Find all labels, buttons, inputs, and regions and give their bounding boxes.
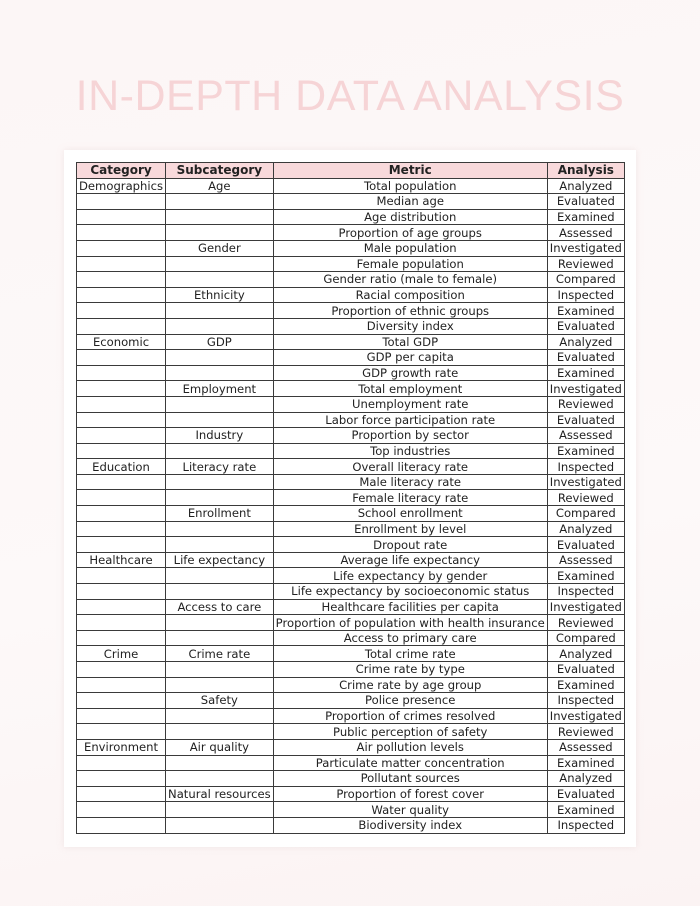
cell-metric: Unemployment rate xyxy=(273,396,547,412)
cell-category xyxy=(77,428,166,444)
cell-analysis: Evaluated xyxy=(547,412,624,428)
cell-subcategory xyxy=(166,771,274,787)
cell-metric: School enrollment xyxy=(273,506,547,522)
table-row xyxy=(77,662,625,678)
cell-metric: Female population xyxy=(273,256,547,272)
table-row xyxy=(77,240,625,256)
cell-category xyxy=(77,786,166,802)
cell-subcategory: Ethnicity xyxy=(166,287,274,303)
table-row xyxy=(77,381,625,397)
cell-metric: Public perception of safety xyxy=(273,724,547,740)
cell-subcategory xyxy=(166,802,274,818)
cell-metric: Enrollment by level xyxy=(273,521,547,537)
cell-metric: Proportion of crimes resolved xyxy=(273,708,547,724)
cell-subcategory xyxy=(166,443,274,459)
cell-analysis: Reviewed xyxy=(547,256,624,272)
cell-subcategory xyxy=(166,194,274,210)
cell-category xyxy=(77,318,166,334)
cell-analysis: Assessed xyxy=(547,225,624,241)
cell-metric: Water quality xyxy=(273,802,547,818)
cell-metric: Total crime rate xyxy=(273,646,547,662)
cell-subcategory: Natural resources xyxy=(166,786,274,802)
cell-subcategory: Age xyxy=(166,178,274,194)
cell-subcategory: Safety xyxy=(166,693,274,709)
table-header-row xyxy=(77,163,625,179)
cell-analysis: Reviewed xyxy=(547,490,624,506)
cell-metric: Air pollution levels xyxy=(273,739,547,755)
cell-category: Education xyxy=(77,459,166,475)
cell-analysis: Investigated xyxy=(547,708,624,724)
cell-subcategory: Air quality xyxy=(166,739,274,755)
cell-metric: Proportion of forest cover xyxy=(273,786,547,802)
table-row xyxy=(77,303,625,319)
cell-analysis: Examined xyxy=(547,209,624,225)
cell-analysis: Analyzed xyxy=(547,521,624,537)
cell-subcategory xyxy=(166,615,274,631)
header-category: Category xyxy=(77,163,166,179)
cell-category xyxy=(77,225,166,241)
table-row xyxy=(77,537,625,553)
cell-category xyxy=(77,771,166,787)
cell-analysis: Examined xyxy=(547,303,624,319)
cell-metric: Male population xyxy=(273,240,547,256)
cell-analysis: Analyzed xyxy=(547,646,624,662)
table-row xyxy=(77,396,625,412)
cell-category: Crime xyxy=(77,646,166,662)
cell-subcategory xyxy=(166,817,274,833)
cell-subcategory xyxy=(166,365,274,381)
cell-analysis: Inspected xyxy=(547,459,624,475)
cell-analysis: Examined xyxy=(547,677,624,693)
table-row xyxy=(77,568,625,584)
cell-metric: Proportion by sector xyxy=(273,428,547,444)
cell-metric: Male literacy rate xyxy=(273,474,547,490)
cell-category xyxy=(77,802,166,818)
cell-category xyxy=(77,240,166,256)
cell-metric: Proportion of age groups xyxy=(273,225,547,241)
cell-category xyxy=(77,443,166,459)
cell-category xyxy=(77,350,166,366)
cell-subcategory: GDP xyxy=(166,334,274,350)
cell-category xyxy=(77,693,166,709)
cell-analysis: Analyzed xyxy=(547,178,624,194)
cell-subcategory xyxy=(166,209,274,225)
cell-analysis: Examined xyxy=(547,443,624,459)
cell-analysis: Analyzed xyxy=(547,771,624,787)
cell-analysis: Inspected xyxy=(547,817,624,833)
table-row xyxy=(77,490,625,506)
cell-category xyxy=(77,365,166,381)
cell-category xyxy=(77,381,166,397)
cell-metric: Proportion of population with health insurance xyxy=(273,615,547,631)
cell-category xyxy=(77,209,166,225)
header-analysis: Analysis xyxy=(547,163,624,179)
cell-category xyxy=(77,506,166,522)
cell-subcategory xyxy=(166,521,274,537)
cell-metric: Crime rate by age group xyxy=(273,677,547,693)
table-row xyxy=(77,194,625,210)
cell-metric: Gender ratio (male to female) xyxy=(273,272,547,288)
table-row xyxy=(77,693,625,709)
table-row xyxy=(77,724,625,740)
cell-subcategory xyxy=(166,256,274,272)
cell-subcategory xyxy=(166,272,274,288)
cell-metric: Proportion of ethnic groups xyxy=(273,303,547,319)
cell-metric: Police presence xyxy=(273,693,547,709)
cell-metric: Total population xyxy=(273,178,547,194)
table-row xyxy=(77,817,625,833)
table-sheet xyxy=(64,150,636,847)
cell-analysis: Examined xyxy=(547,365,624,381)
table-row xyxy=(77,506,625,522)
cell-subcategory xyxy=(166,350,274,366)
cell-subcategory: Access to care xyxy=(166,599,274,615)
cell-metric: Biodiversity index xyxy=(273,817,547,833)
cell-category xyxy=(77,272,166,288)
cell-analysis: Investigated xyxy=(547,599,624,615)
cell-category: Environment xyxy=(77,739,166,755)
table-row xyxy=(77,350,625,366)
table-row xyxy=(77,318,625,334)
cell-subcategory xyxy=(166,662,274,678)
cell-metric: Labor force participation rate xyxy=(273,412,547,428)
table-row xyxy=(77,412,625,428)
table-row xyxy=(77,443,625,459)
cell-subcategory: Crime rate xyxy=(166,646,274,662)
table-row xyxy=(77,225,625,241)
cell-metric: Average life expectancy xyxy=(273,552,547,568)
cell-metric: Total GDP xyxy=(273,334,547,350)
table-row xyxy=(77,802,625,818)
cell-category xyxy=(77,194,166,210)
table-row xyxy=(77,739,625,755)
table-row xyxy=(77,521,625,537)
cell-category: Demographics xyxy=(77,178,166,194)
cell-subcategory xyxy=(166,396,274,412)
cell-subcategory xyxy=(166,630,274,646)
cell-analysis: Examined xyxy=(547,568,624,584)
table-body xyxy=(77,178,625,833)
table-row xyxy=(77,677,625,693)
table-row xyxy=(77,256,625,272)
table-row xyxy=(77,786,625,802)
cell-subcategory xyxy=(166,537,274,553)
cell-category xyxy=(77,303,166,319)
cell-analysis: Investigated xyxy=(547,474,624,490)
cell-analysis: Examined xyxy=(547,802,624,818)
cell-subcategory xyxy=(166,318,274,334)
cell-category xyxy=(77,256,166,272)
cell-subcategory: Employment xyxy=(166,381,274,397)
cell-category xyxy=(77,474,166,490)
cell-metric: Particulate matter concentration xyxy=(273,755,547,771)
table-row xyxy=(77,365,625,381)
cell-category xyxy=(77,615,166,631)
cell-category xyxy=(77,724,166,740)
cell-analysis: Reviewed xyxy=(547,615,624,631)
cell-analysis: Compared xyxy=(547,506,624,522)
table-row xyxy=(77,428,625,444)
cell-analysis: Investigated xyxy=(547,240,624,256)
header-subcategory: Subcategory xyxy=(166,163,274,179)
table-row xyxy=(77,630,625,646)
cell-metric: Diversity index xyxy=(273,318,547,334)
cell-category xyxy=(77,396,166,412)
cell-category xyxy=(77,584,166,600)
cell-metric: Racial composition xyxy=(273,287,547,303)
cell-subcategory: Life expectancy xyxy=(166,552,274,568)
cell-metric: Life expectancy by socioeconomic status xyxy=(273,584,547,600)
cell-metric: Female literacy rate xyxy=(273,490,547,506)
table-row xyxy=(77,615,625,631)
table-row xyxy=(77,178,625,194)
cell-metric: Dropout rate xyxy=(273,537,547,553)
analysis-table xyxy=(76,162,625,834)
cell-subcategory xyxy=(166,490,274,506)
cell-subcategory xyxy=(166,677,274,693)
cell-analysis: Assessed xyxy=(547,552,624,568)
table-row xyxy=(77,646,625,662)
cell-category xyxy=(77,599,166,615)
page-title: IN-DEPTH DATA ANALYSIS xyxy=(75,72,625,120)
cell-subcategory: Industry xyxy=(166,428,274,444)
table-row xyxy=(77,474,625,490)
cell-analysis: Investigated xyxy=(547,381,624,397)
cell-analysis: Inspected xyxy=(547,693,624,709)
cell-analysis: Assessed xyxy=(547,428,624,444)
table-row xyxy=(77,272,625,288)
cell-category xyxy=(77,287,166,303)
cell-analysis: Reviewed xyxy=(547,396,624,412)
cell-category xyxy=(77,677,166,693)
cell-subcategory xyxy=(166,584,274,600)
cell-analysis: Reviewed xyxy=(547,724,624,740)
header-metric: Metric xyxy=(273,163,547,179)
cell-metric: Healthcare facilities per capita xyxy=(273,599,547,615)
cell-subcategory xyxy=(166,755,274,771)
cell-subcategory xyxy=(166,568,274,584)
cell-analysis: Evaluated xyxy=(547,786,624,802)
cell-subcategory: Gender xyxy=(166,240,274,256)
cell-analysis: Evaluated xyxy=(547,662,624,678)
cell-subcategory xyxy=(166,708,274,724)
cell-category xyxy=(77,412,166,428)
cell-subcategory xyxy=(166,412,274,428)
cell-category xyxy=(77,568,166,584)
cell-category xyxy=(77,630,166,646)
cell-analysis: Inspected xyxy=(547,287,624,303)
cell-subcategory: Enrollment xyxy=(166,506,274,522)
table-row xyxy=(77,334,625,350)
cell-category: Healthcare xyxy=(77,552,166,568)
table-row xyxy=(77,755,625,771)
cell-category xyxy=(77,662,166,678)
cell-metric: Crime rate by type xyxy=(273,662,547,678)
cell-metric: Pollutant sources xyxy=(273,771,547,787)
cell-metric: GDP per capita xyxy=(273,350,547,366)
table-row xyxy=(77,552,625,568)
cell-analysis: Evaluated xyxy=(547,537,624,553)
cell-category xyxy=(77,708,166,724)
table-row xyxy=(77,209,625,225)
cell-metric: Age distribution xyxy=(273,209,547,225)
table-row xyxy=(77,459,625,475)
cell-metric: Access to primary care xyxy=(273,630,547,646)
cell-analysis: Inspected xyxy=(547,584,624,600)
cell-subcategory xyxy=(166,724,274,740)
table-row xyxy=(77,708,625,724)
cell-category xyxy=(77,755,166,771)
cell-metric: Median age xyxy=(273,194,547,210)
table-row xyxy=(77,599,625,615)
cell-subcategory xyxy=(166,225,274,241)
cell-analysis: Evaluated xyxy=(547,318,624,334)
table-row xyxy=(77,287,625,303)
cell-metric: Top industries xyxy=(273,443,547,459)
cell-metric: Life expectancy by gender xyxy=(273,568,547,584)
cell-subcategory: Literacy rate xyxy=(166,459,274,475)
cell-category xyxy=(77,537,166,553)
cell-metric: GDP growth rate xyxy=(273,365,547,381)
cell-category: Economic xyxy=(77,334,166,350)
cell-analysis: Evaluated xyxy=(547,194,624,210)
cell-category xyxy=(77,817,166,833)
cell-analysis: Compared xyxy=(547,630,624,646)
cell-analysis: Analyzed xyxy=(547,334,624,350)
cell-subcategory xyxy=(166,474,274,490)
cell-metric: Total employment xyxy=(273,381,547,397)
cell-analysis: Evaluated xyxy=(547,350,624,366)
cell-analysis: Compared xyxy=(547,272,624,288)
cell-analysis: Examined xyxy=(547,755,624,771)
cell-analysis: Assessed xyxy=(547,739,624,755)
table-row xyxy=(77,771,625,787)
cell-subcategory xyxy=(166,303,274,319)
cell-category xyxy=(77,521,166,537)
cell-metric: Overall literacy rate xyxy=(273,459,547,475)
cell-category xyxy=(77,490,166,506)
table-row xyxy=(77,584,625,600)
